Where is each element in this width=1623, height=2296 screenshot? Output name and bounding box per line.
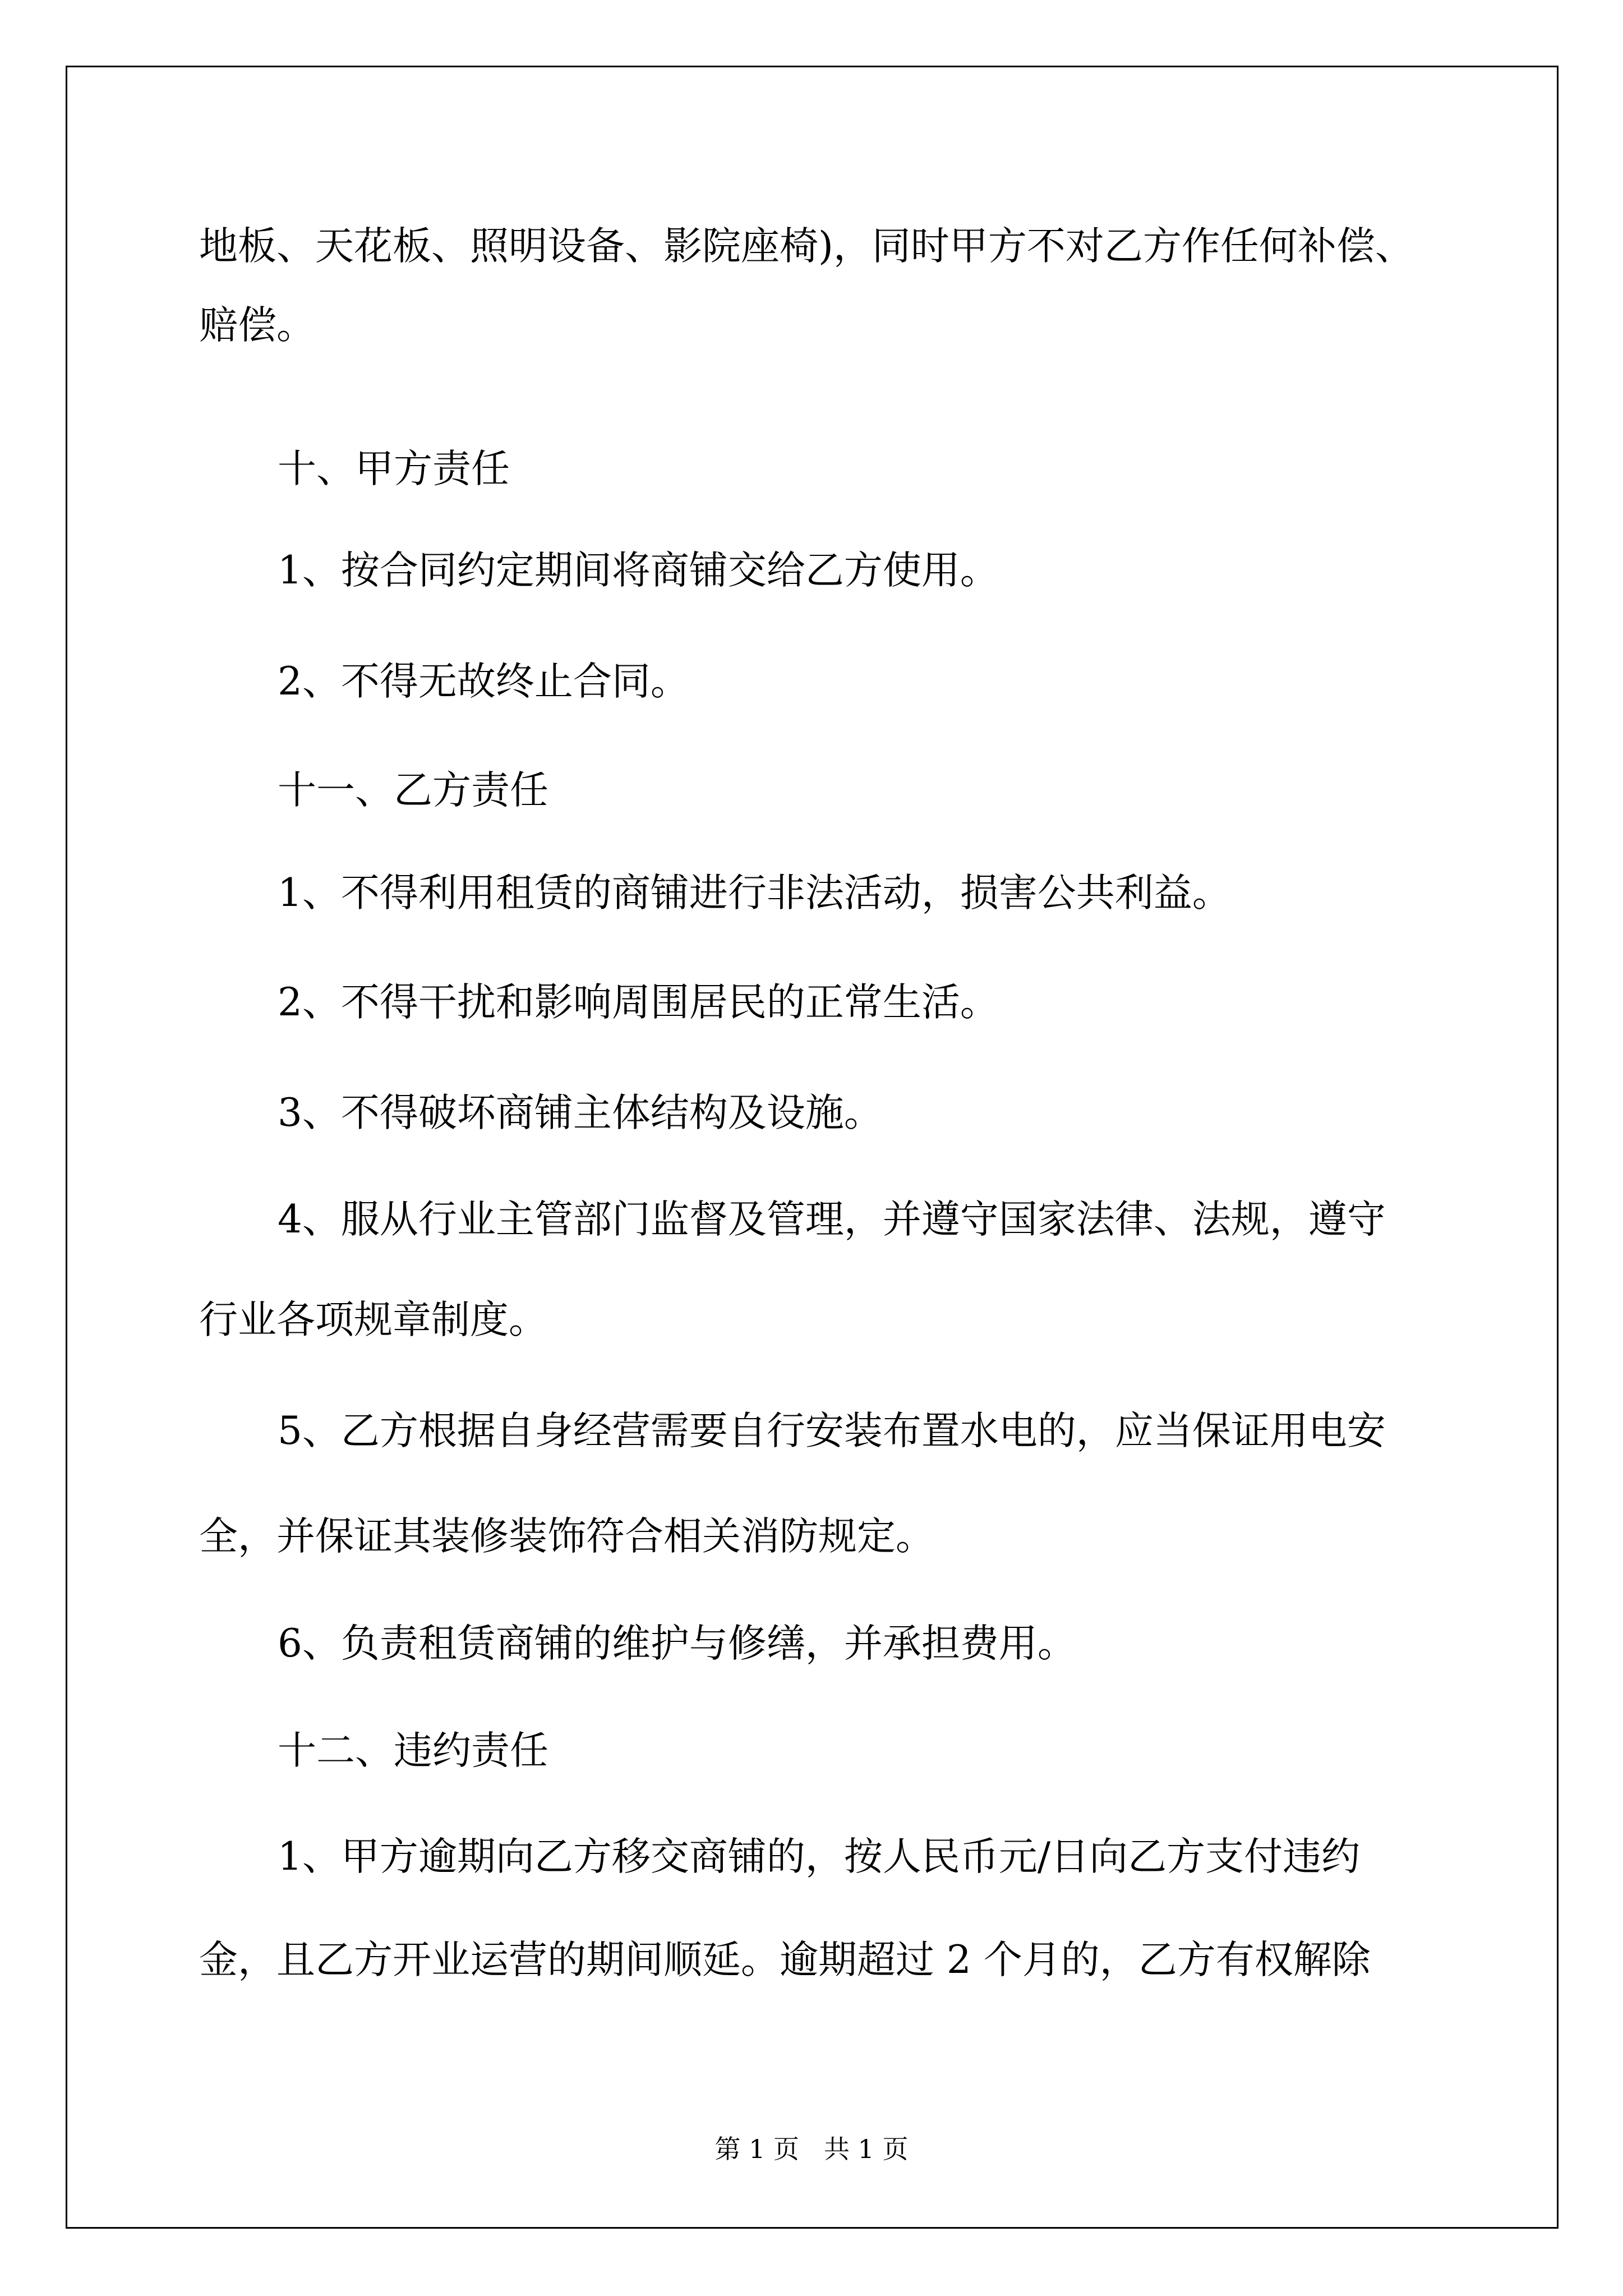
text-line: 3、不得破坏商铺主体结构及设施。 bbox=[278, 1091, 883, 1135]
section-heading: 十、甲方责任 bbox=[278, 447, 510, 491]
text-line: 全，并保证其装修装饰符合相关消防规定。 bbox=[199, 1514, 934, 1559]
text-line: 行业各项规章制度。 bbox=[199, 1297, 547, 1342]
text-line: 金，且乙方开业运营的期间顺延。逾期超过 2 个月的，乙方有权解除 bbox=[199, 1938, 1371, 1982]
text-line: 地板、天花板、照明设备、影院座椅)，同时甲方不对乙方作任何补偿、 bbox=[199, 224, 1414, 269]
text-line: 4、服从行业主管部门监督及管理，并遵守国家法律、法规，遵守 bbox=[278, 1197, 1386, 1242]
text-line: 6、负责租赁商铺的维护与修缮，并承担费用。 bbox=[278, 1621, 1076, 1666]
page-number-total: 共 1 页 bbox=[823, 2134, 909, 2164]
section-heading: 十二、违约责任 bbox=[278, 1728, 548, 1773]
page-number-current: 第 1 页 bbox=[714, 2134, 800, 2164]
text-line: 1、不得利用租赁的商铺进行非法活动，损害公共利益。 bbox=[278, 871, 1231, 915]
text-line: 1、甲方逾期向乙方移交商铺的，按人民币元/日向乙方支付违约 bbox=[278, 1834, 1361, 1879]
text-line: 赔偿。 bbox=[199, 303, 315, 348]
text-line: 2、不得干扰和影响周围居民的正常生活。 bbox=[278, 980, 999, 1025]
text-line: 2、不得无故终止合同。 bbox=[278, 659, 689, 704]
page-footer bbox=[0, 2136, 1623, 2162]
text-line: 1、按合同约定期间将商铺交给乙方使用。 bbox=[278, 548, 999, 593]
page-border bbox=[66, 66, 1559, 2229]
text-line: 5、乙方根据自身经营需要自行安装布置水电的，应当保证用电安 bbox=[278, 1409, 1386, 1453]
section-heading: 十一、乙方责任 bbox=[278, 768, 548, 813]
